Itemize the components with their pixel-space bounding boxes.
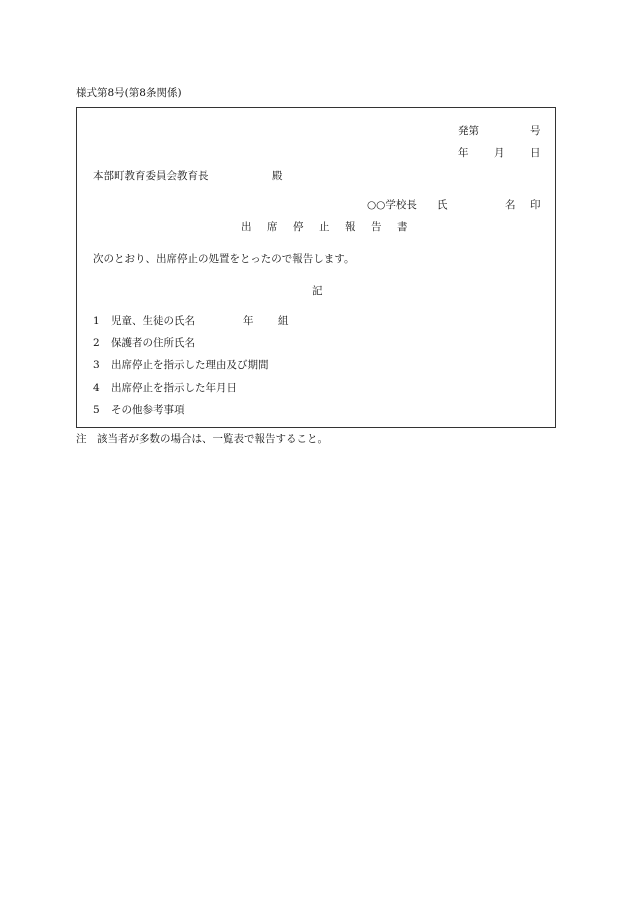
item-grade-label: 年 [243, 315, 254, 327]
footnote: 注 該当者が多数の場合は、一覧表で報告すること。 [76, 433, 328, 445]
item-text: 出席停止を指示した年月日 [111, 382, 237, 394]
item-number: 4 [93, 382, 100, 394]
item-number: 1 [93, 315, 100, 327]
sender-name-label-2: 名 [505, 199, 516, 211]
title-char: 出 [241, 221, 252, 233]
title-char: 書 [397, 221, 408, 233]
title-char: 告 [371, 221, 382, 233]
issue-number-suffix: 号 [530, 125, 541, 137]
item-class-label: 組 [278, 315, 289, 327]
date-year-label: 年 [458, 147, 469, 159]
title-char: 報 [345, 221, 356, 233]
ki-mark: 記 [312, 285, 323, 297]
sender-name-label-1: 氏 [437, 199, 448, 211]
title-char: 止 [319, 221, 330, 233]
item-text: その他参考事項 [111, 404, 185, 416]
title-char: 停 [293, 221, 304, 233]
form-label: 様式第8号(第8条関係) [76, 87, 182, 99]
issue-number-prefix: 発第 [458, 125, 479, 137]
intro-text: 次のとおり、出席停止の処置をとったので報告します。 [93, 253, 355, 265]
sender-seal: 印 [530, 199, 541, 211]
item-text: 出席停止を指示した理由及び期間 [111, 359, 269, 371]
title-char: 席 [267, 221, 278, 233]
date-month-label: 月 [494, 147, 505, 159]
item-text: 児童、生徒の氏名 [111, 315, 195, 327]
item-number: 3 [93, 359, 100, 371]
report-form-frame [76, 107, 556, 428]
date-day-label: 日 [530, 147, 541, 159]
item-number: 2 [93, 337, 100, 349]
sender-school-head: ○○学校長 [367, 199, 417, 211]
item-text: 保護者の住所氏名 [111, 337, 195, 349]
item-number: 5 [93, 404, 100, 416]
addressee-honorific: 殿 [272, 170, 283, 182]
addressee-name: 本部町教育委員会教育長 [93, 170, 209, 182]
